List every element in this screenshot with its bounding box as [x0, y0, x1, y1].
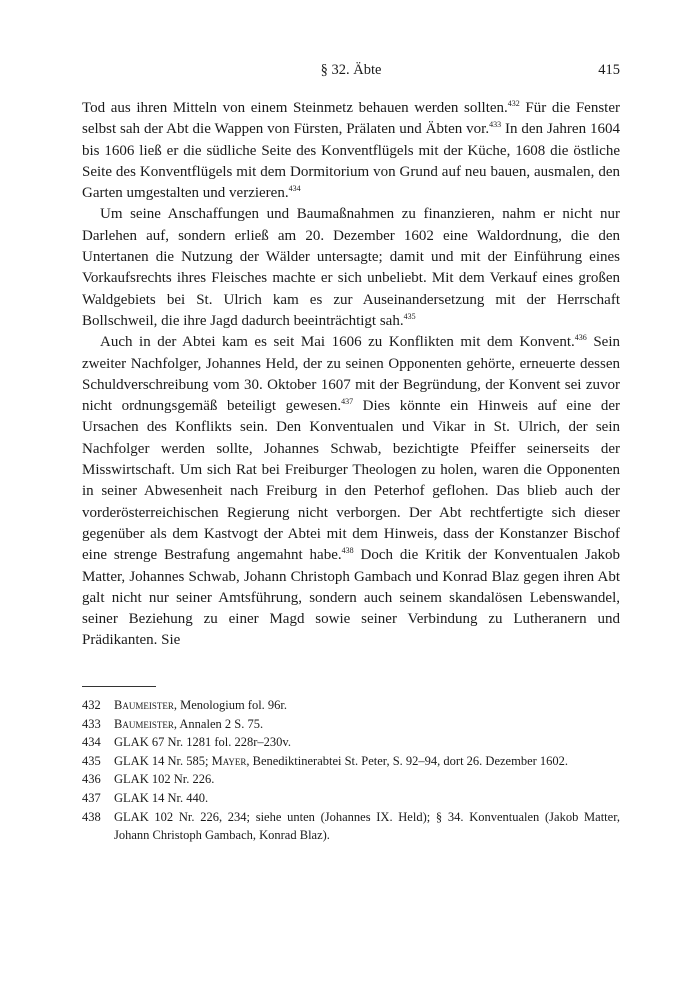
- footnote-432: 432 Baumeister, Menologium fol. 96r.: [82, 698, 288, 712]
- paragraph-2: Um seine Anschaffungen und Baumaßnahmen zu finanzieren, nahm er nicht nur Darlehen auf, sondern erließ am 20. Dezember 1602 eine Waldordnung, die den Untertanen die Nutzung der Wälder untersagte; damit und mit der Einführung eines Vorkaufsrechts ihres Fleisches machte er sich unbeliebt. Mit dem Verkauf eines großen Waldgebiets bei St. Ulrich kam es zur Auseinandersetzung mit der Herrschaft Bollschweil, die ihre Jagd dadurch beeinträchtigt sah.$^{435}$: [82, 206, 620, 329]
- page-number: 415: [598, 62, 620, 78]
- footnote-ref-436: 436: [574, 333, 587, 343]
- footnote-436: 436 GLAK 102 Nr. 226.: [82, 772, 215, 787]
- footnote-ref-434: 434: [288, 184, 301, 194]
- footnote-434: 434 GLAK 67 Nr. 1281 fol. 228r–230v.: [82, 735, 291, 750]
- footnote-435: 435 GLAK 14 Nr. 585; Mayer, Benediktinerabtei St. Peter, S. 92–94, dort 26. Dezember 1602.: [82, 753, 569, 768]
- footnote-438: 438 GLAK 102 Nr. 226, 234; siehe unten (Johannes IX. Held); § 34. Konventualen (Jakob Matter, Johann Christoph Gambach, Konrad Blaz).: [82, 809, 620, 843]
- author-name: Mayer: [211, 753, 247, 768]
- footnote-433: 433 Baumeister, Annalen 2 S. 75.: [82, 716, 264, 731]
- main-text: [82, 98, 620, 652]
- footnote-ref-437: 437: [341, 397, 354, 407]
- paragraph-3: Auch in der Abtei kam es seit Mai 1606 zu Konflikten mit dem Konvent.$^{436}$ Sein zweiter Nachfolger, Johannes Held, der zu seinen Opponenten gehörte, erneuerte dessen Schuldverschreibung vom 30. Oktober 1607 mit der Begründung, der Konvent sei zuvor nicht ordnungsgemäß beteiligt gewesen.$^{437}$ Dies könnte ein Hinweis auf eine der Ursachen des Konflikts sein. Den Konventualen und Vikar in St. Ulrich, der sein Nachfolger werden sollte, Johannes Schwab, bezichtigte Pfeiffer seinerseits der Misswirtschaft. Um sich Rat bei Freiburger Theologen zu holen, waren die Opponenten in seiner Abwesenheit nach Freiburg in den Peterhof geflohen. Das blieb auch der vorderösterreichischen Regierung nicht verborgen. Der Abt rechtfertigte sich dieser gegenüber als dem Kastvogt der Abtei mit dem Hinweis, dass der Konstanzer Bischof eine strenge Bestrafung angemahnt habe.$^{438}$ Doch die Kritik der Konventualen Jakob Matter, Johannes Schwab, Johann Christoph Gambach und Konrad Blaz gegen ihren Abt galt nicht nur seiner Amtsführung, sondern auch seinem skandalösen Lebenswandel, seiner Beziehung zu einer Magd sowie seiner Verbindung zu Lutheranern und Prädikanten. Sie: [82, 333, 620, 649]
- footnote-ref-432: 432: [507, 99, 520, 108]
- running-title: § 32. Äbte: [320, 62, 382, 78]
- footnotes: [82, 696, 620, 845]
- footnote-437: 437 GLAK 14 Nr. 440.: [82, 790, 209, 805]
- author-name: Baumeister: [114, 698, 174, 712]
- footnote-ref-438: 438: [341, 546, 354, 556]
- paragraph-1: Tod aus ihren Mitteln von einem Steinmetz behauen werden sollten.$^{432}$ Für die Fenster selbst sah der Abt die Wappen von Fürsten, Prälaten und Äbten vor.$^{433}$ In den Jahren 1604 bis 1606 ließ er die südliche Seite des Konventflügels mit der Küche, 1608 die östliche Seite des Konventflügels mit dem Dormitorium von Grund auf neu bauen, ausmalen, den Garten umgestalten und verzieren.$^{434}$: [82, 99, 620, 202]
- author-name: Baumeister: [114, 716, 174, 731]
- running-header: [82, 62, 620, 82]
- footnote-ref-435: 435: [403, 311, 416, 321]
- footnote-ref-433: 433: [489, 120, 502, 130]
- footnote-separator: [82, 686, 156, 687]
